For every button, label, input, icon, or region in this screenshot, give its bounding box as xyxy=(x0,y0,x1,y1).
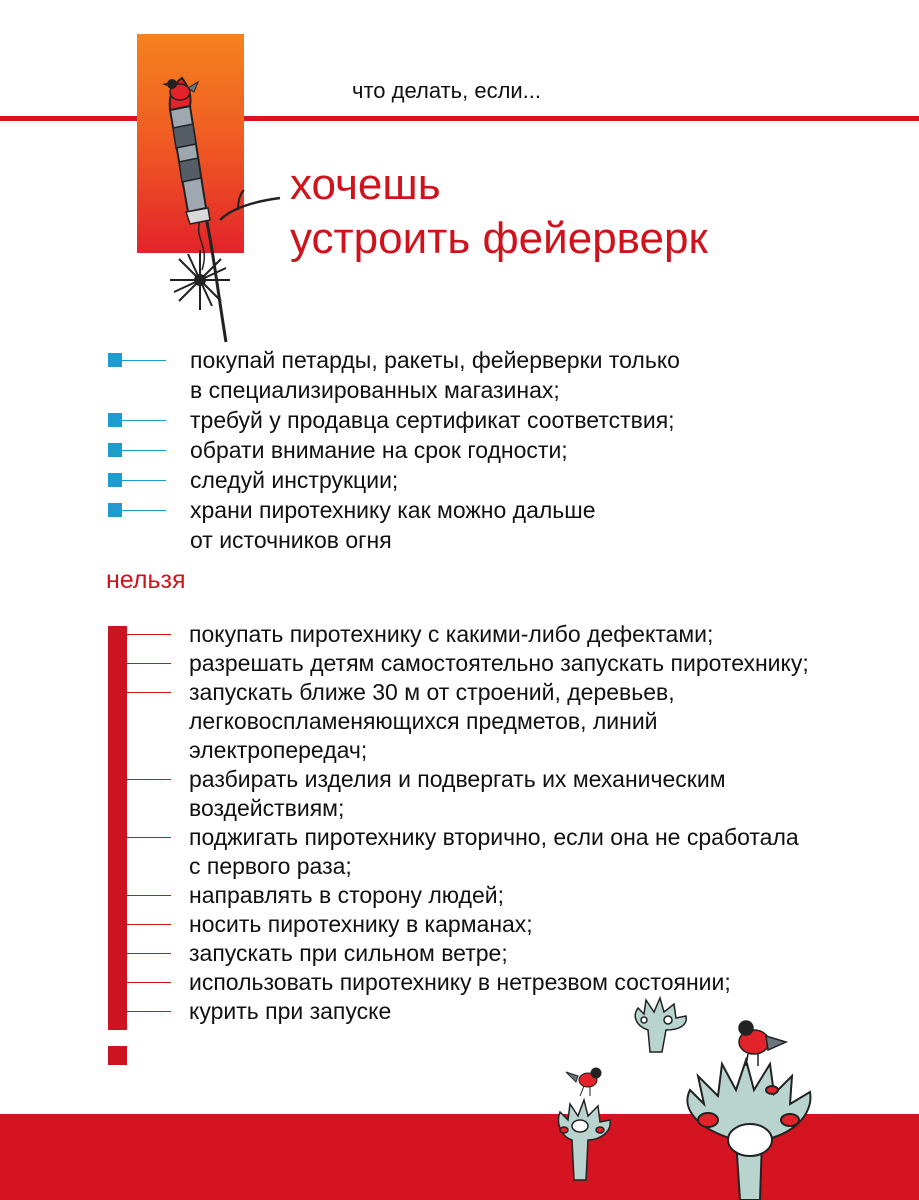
do-item-line: обрати внимание на срок годности; xyxy=(190,437,568,463)
do-list-item xyxy=(108,405,908,435)
do-item-line: храни пиротехнику как можно дальше xyxy=(190,497,596,523)
title-line-2: устроить фейерверк xyxy=(290,214,708,263)
bird-icon xyxy=(566,1068,601,1096)
page-title xyxy=(290,158,708,266)
dont-list-item xyxy=(127,823,917,881)
do-item-line: от источников огня xyxy=(190,527,392,553)
kicker-text: что делать, если... xyxy=(352,78,542,103)
do-list-item xyxy=(108,465,908,495)
dont-item-line: использовать пиротехнику в нетрезвом состоянии; xyxy=(189,969,731,995)
tick-line xyxy=(127,692,171,693)
dont-item-line: запускать ближе 30 м от строений, деревьев, xyxy=(189,679,675,705)
do-item-line: в специализированных магазинах; xyxy=(190,377,560,403)
bullet-marker-icon xyxy=(108,503,166,517)
tick-line xyxy=(127,1011,171,1012)
dont-item-line: разрешать детям самостоятельно запускать пиротехнику; xyxy=(189,650,809,676)
tick-line xyxy=(127,663,171,664)
dont-item-line: курить при запуске xyxy=(189,998,392,1024)
bullet-marker-icon xyxy=(108,413,166,427)
tree-illustration xyxy=(540,980,919,1200)
do-item-line: следуй инструкции; xyxy=(190,467,399,493)
dont-list-item xyxy=(127,649,917,678)
dont-list-item xyxy=(127,939,917,968)
dont-list-item xyxy=(127,765,917,823)
do-list-item xyxy=(108,345,908,405)
dont-item-line: с первого раза; xyxy=(189,853,352,879)
exclamation-dot xyxy=(108,1046,127,1065)
dont-item-line: покупать пиротехнику с какими-либо дефектами; xyxy=(189,621,714,647)
title-line-1: хочешь xyxy=(290,160,441,209)
tick-line xyxy=(127,779,171,780)
dont-list xyxy=(127,620,917,1026)
do-item-line: покупай петарды, ракеты, фейерверки только xyxy=(190,347,680,373)
dont-list-item xyxy=(127,678,917,765)
dont-item-line: электропередач; xyxy=(189,737,368,763)
dont-item-line: разбирать изделия и подвергать их механическим xyxy=(189,766,726,792)
bullet-marker-icon xyxy=(108,473,166,487)
dont-list-item xyxy=(127,620,917,649)
dont-item-line: носить пиротехнику в карманах; xyxy=(189,911,533,937)
bullet-marker-icon xyxy=(108,353,166,367)
do-list-item xyxy=(108,495,908,555)
tree-icon xyxy=(687,1060,810,1200)
tick-line xyxy=(127,982,171,983)
dont-list-item xyxy=(127,910,917,939)
do-list xyxy=(108,345,908,555)
dont-item-line: поджигать пиротехнику вторично, если она не сработала xyxy=(189,824,799,850)
dont-item-line: направлять в сторону людей; xyxy=(189,882,504,908)
dont-heading: нельзя xyxy=(106,566,186,594)
exclamation-bar xyxy=(108,626,127,1030)
dont-item-line: легковоспламеняющихся предметов, линий xyxy=(189,708,658,734)
tick-line xyxy=(127,953,171,954)
tick-line xyxy=(127,924,171,925)
tick-line xyxy=(127,634,171,635)
tree-icon xyxy=(559,1100,611,1180)
tick-line xyxy=(127,837,171,838)
bullet-marker-icon xyxy=(108,443,166,457)
dont-item-line: воздействиям; xyxy=(189,795,345,821)
rocket-illustration xyxy=(150,70,290,350)
do-list-item xyxy=(108,435,908,465)
tick-line xyxy=(127,895,171,896)
dont-item-line: запускать при сильном ветре; xyxy=(189,940,508,966)
dont-list-item xyxy=(127,881,917,910)
do-item-line: требуй у продавца сертификат соответствия; xyxy=(190,407,675,433)
tree-icon xyxy=(635,998,686,1052)
